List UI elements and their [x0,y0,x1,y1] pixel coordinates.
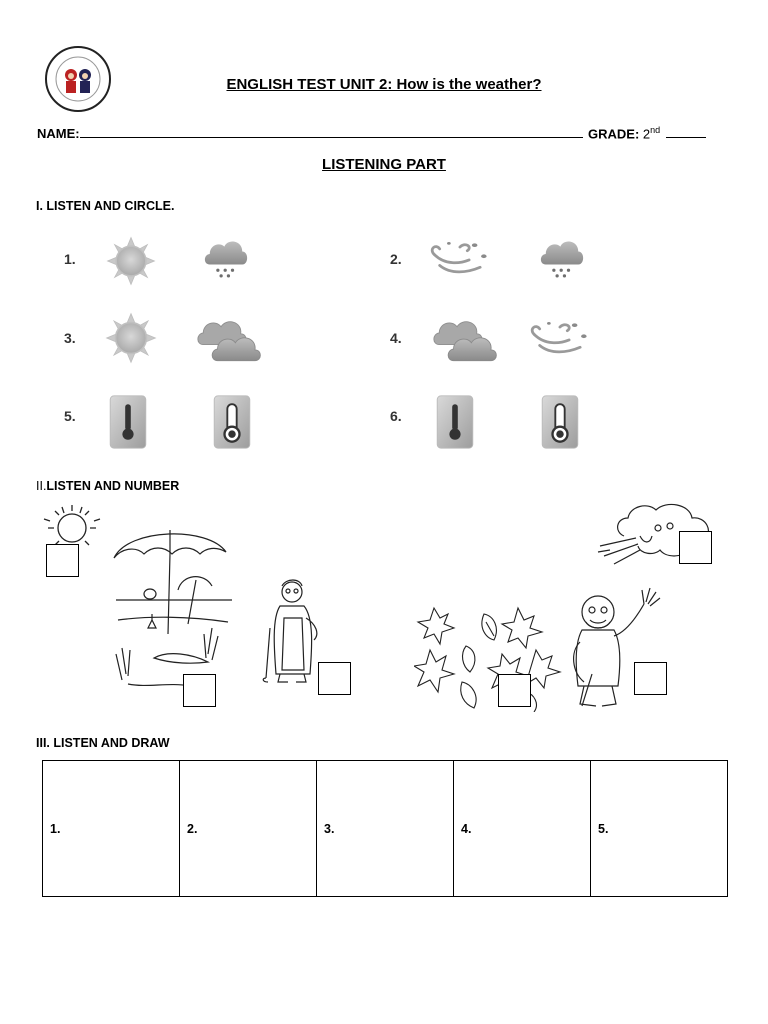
grade-value: 2 [642,126,651,142]
item-number: 5. [64,408,76,424]
draw-cell-label: 5. [598,822,609,836]
wind-icon[interactable] [426,236,492,282]
wind-icon[interactable] [524,316,594,362]
name-line[interactable] [80,125,583,138]
grade-sup: nd [650,125,661,135]
cold-thermometer-icon[interactable] [538,393,582,451]
number-box[interactable] [183,674,216,707]
number-box[interactable] [634,662,667,695]
item-number: 2. [390,251,402,267]
draw-cell-label: 2. [187,822,198,836]
draw-cell-label: 3. [324,822,335,836]
beach-umbrella-icon [108,524,238,700]
item-number: 1. [64,251,76,267]
clouds-icon[interactable] [190,316,270,366]
item-number: 4. [390,330,402,346]
grade-line[interactable] [666,125,706,138]
snow-cloud-icon[interactable] [532,232,592,284]
hot-thermometer-icon[interactable] [107,393,149,451]
item-number: 6. [390,408,402,424]
number-box[interactable] [318,662,351,695]
draw-cell-label: 1. [50,822,61,836]
draw-cell[interactable] [317,761,454,896]
number-box[interactable] [498,674,531,707]
cold-thermometer-icon[interactable] [210,393,254,451]
section2-prefix: II. [36,479,47,493]
grade-field[interactable] [588,125,706,141]
name-label: NAME: [37,126,80,141]
section1-title: I. LISTEN AND CIRCLE. [36,199,175,213]
test-title: ENGLISH TEST UNIT 2: How is the weather? [226,76,542,93]
section3-title: III. LISTEN AND DRAW [36,736,170,750]
grade-label: GRADE: [588,126,640,142]
clouds-icon[interactable] [426,316,506,366]
number-box[interactable] [46,544,79,577]
name-field[interactable] [37,125,583,141]
draw-cell[interactable] [591,761,727,896]
part-title: LISTENING PART [322,156,446,173]
hot-thermometer-icon[interactable] [434,393,476,451]
draw-cell[interactable] [180,761,317,896]
draw-table [42,760,728,897]
number-box[interactable] [679,531,712,564]
draw-cell[interactable] [43,761,180,896]
section2-title [36,479,179,493]
autumn-leaves-icon [414,600,562,712]
sun-icon[interactable] [99,236,163,286]
draw-cell[interactable] [454,761,591,896]
section2-label: LISTEN AND NUMBER [46,479,180,493]
snow-cloud-icon[interactable] [196,232,256,284]
item-number: 3. [64,330,76,346]
sun-icon[interactable] [99,312,163,364]
draw-cell-label: 4. [461,822,472,836]
